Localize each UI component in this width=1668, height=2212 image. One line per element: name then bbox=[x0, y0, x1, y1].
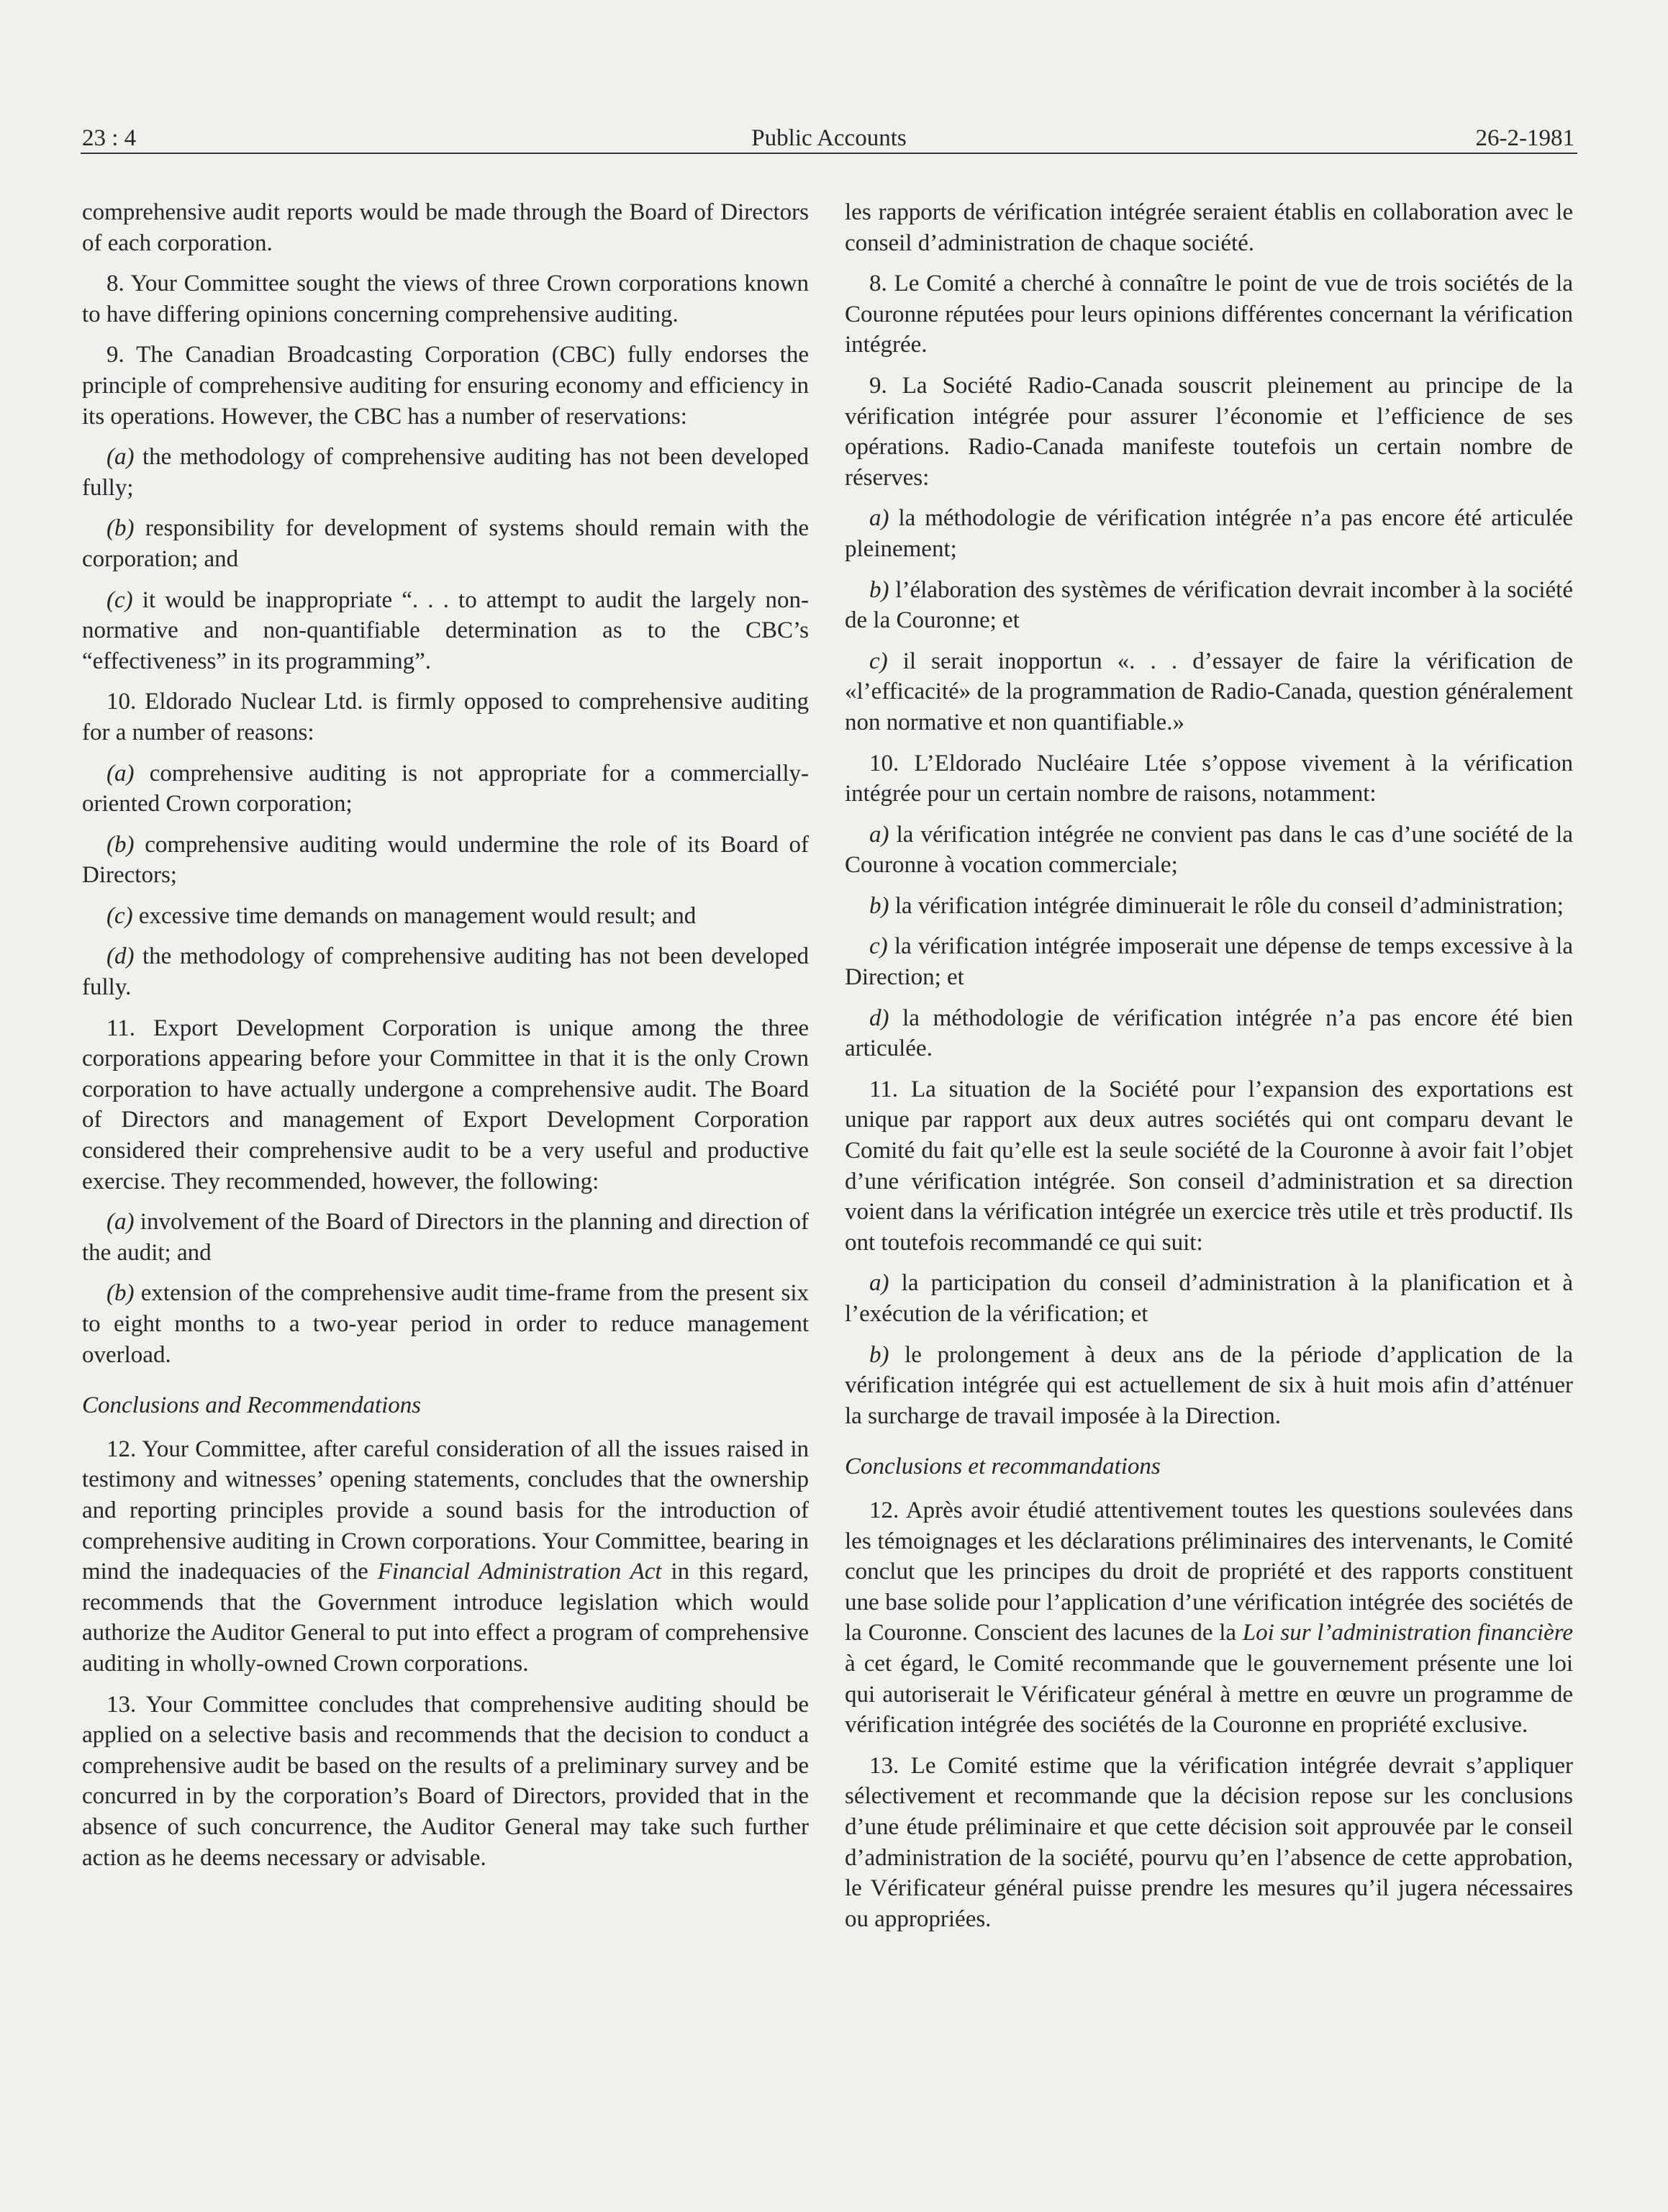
act-title: Financial Administration Act bbox=[377, 1559, 662, 1585]
french-column bbox=[845, 197, 1573, 1944]
section-heading: Conclusions et recommandations bbox=[845, 1454, 1161, 1480]
item-label: a) bbox=[869, 505, 889, 532]
publication-date: 26-2-1981 bbox=[1475, 125, 1574, 151]
item-text: il serait inopportun «. . . d’essayer de faire la vérification de «l’efficacité» de la programmation de Radio-Canada, question généralement non normative et non quantifiable.» bbox=[845, 648, 1573, 735]
item-text: la vérification intégrée diminuerait le rôle du conseil d’administration; bbox=[889, 892, 1564, 919]
paragraph-9-item-a bbox=[82, 442, 809, 503]
paragraph-11-item-b bbox=[845, 1340, 1573, 1432]
paragraph-13: 13. Le Comité estime que la vérification intégrée devrait s’appliquer sélectivement et recommande que la décision repose sur les conclusions d’une étude préliminaire et que cette décision soit approuvée par le conseil d’administration de la société, pourvu qu’en l’absence de cette approbation, le Vérificateur général puisse prendre les mesures qu’il jugera nécessaires ou appropriées. bbox=[845, 1752, 1573, 1932]
paragraph-11: 11. La situation de la Société pour l’expansion des exportations est unique par rapport aux deux autres sociétés qui ont comparu devant le Comité du fait qu’elle est la seule société de la Couronne à avoir fait l’objet d’une vérification intégrée. Son conseil d’administration et sa direction voient dans la vérification intégrée un exercice très utile et très productif. Ils ont toutefois recommandé ce qui suit: bbox=[845, 1076, 1573, 1256]
running-header bbox=[81, 118, 1577, 154]
item-text: extension of the comprehensive audit time-frame from the present six to eight months to a two-year period in order to reduce management overload. bbox=[82, 1280, 809, 1368]
section-heading: Conclusions and Recommendations bbox=[82, 1392, 422, 1419]
paragraph-8: 8. Le Comité a cherché à connaître le point de vue de trois sociétés de la Couronne réputées pour leurs opinions différentes concernant la vérification intégrée. bbox=[845, 271, 1573, 358]
intro-continuation: comprehensive audit reports would be made through the Board of Directors of each corporation. bbox=[82, 199, 809, 256]
item-label: d) bbox=[869, 1005, 889, 1031]
paragraph-9-item-c bbox=[82, 585, 809, 677]
paragraph-8: 8. Your Committee sought the views of three Crown corporations known to have differing opinions concerning comprehensive auditing. bbox=[82, 271, 809, 327]
item-text: la vérification intégrée ne convient pas dans le cas d’une société de la Couronne à vocation commerciale; bbox=[845, 821, 1573, 879]
paragraph-9: 9. The Canadian Broadcasting Corporation (CBC) fully endorses the principle of comprehensive auditing for ensuring economy and efficiency in its operations. However, the CBC has a number of reservations: bbox=[82, 342, 809, 430]
item-label: a) bbox=[869, 821, 889, 848]
paragraph-9-item-c bbox=[845, 646, 1573, 738]
paragraph-10-item-b bbox=[845, 891, 1573, 922]
paragraph-11-item-a bbox=[82, 1207, 809, 1268]
paragraph-11-item-b bbox=[82, 1278, 809, 1370]
item-text: la participation du conseil d’administration à la planification et à l’exécution de la vérification; et bbox=[845, 1270, 1573, 1327]
paragraph-12-text-start: 12. Après avoir étudié attentivement toutes les questions soulevées dans les témoignages et les déclarations préliminaires des intervenants, le Comité conclut que les principes du droit de propriété et des rapports constituent une base solide pour l’application d’une vérification intégrée des sociétés de la Couronne. Conscient des lacunes de la bbox=[845, 1497, 1573, 1646]
paragraph-9-item-a bbox=[845, 503, 1573, 564]
paragraph-12 bbox=[82, 1434, 809, 1680]
paragraph-10-item-d bbox=[845, 1003, 1573, 1064]
item-label: b) bbox=[869, 1341, 889, 1368]
item-label: b) bbox=[869, 892, 889, 919]
paragraph-12 bbox=[845, 1495, 1573, 1741]
paragraph-9-item-b bbox=[845, 575, 1573, 636]
item-label: (b) bbox=[106, 1280, 135, 1307]
paragraph-10-item-c bbox=[845, 931, 1573, 992]
english-column bbox=[82, 197, 809, 1883]
item-label: (c) bbox=[106, 586, 133, 613]
item-label: (d) bbox=[106, 943, 135, 970]
item-text: comprehensive auditing is not appropriate for a commercially-oriented Crown corporation; bbox=[82, 760, 809, 817]
paragraph-10-item-d bbox=[82, 941, 809, 1002]
paragraph-10-item-a bbox=[82, 758, 809, 820]
item-text: it would be inappropriate “. . . to attempt to audit the largely non-normative and non-quantifiable determination as to the CBC’s “effectiveness” in its programming”. bbox=[82, 586, 809, 674]
item-text: excessive time demands on management would result; and bbox=[132, 902, 697, 929]
page-reference: 23 : 4 bbox=[82, 125, 137, 151]
paragraph-13: 13. Your Committee concludes that comprehensive auditing should be applied on a selective basis and recommends that the decision to conduct a comprehensive audit be based on the results of a preliminary survey and be concurred in by the corporation’s Board of Directors, provided that in the absence of such concurrence, the Auditor General may take such further action as he deems necessary or advisable. bbox=[82, 1691, 809, 1871]
item-label: (c) bbox=[106, 902, 133, 929]
act-title: Loi sur l’administration financière bbox=[1242, 1620, 1573, 1646]
paragraph-10-item-b bbox=[82, 830, 809, 891]
item-label: b) bbox=[869, 576, 889, 603]
item-label: a) bbox=[869, 1270, 889, 1297]
item-text: la méthodologie de vérification intégrée n’a pas encore été articulée pleinement; bbox=[845, 505, 1573, 562]
item-text: the methodology of comprehensive auditing has not been developed fully; bbox=[82, 444, 809, 501]
paragraph-10-item-c bbox=[82, 901, 809, 932]
paragraph-9-item-b bbox=[82, 513, 809, 574]
paragraph-9: 9. La Société Radio-Canada souscrit pleinement au principe de la vérification intégrée pour assurer l’économie et l’efficience de ses opérations. Radio-Canada manifeste toutefois un certain nombre de réserves: bbox=[845, 372, 1573, 491]
paragraph-12-text-start: 12. Your Committee, after careful consideration of all the issues raised in testimony and witnesses’ opening statements, concludes that the ownership and reporting principles provide a sound basis for the introduction of comprehensive auditing in Crown corporations. Your Committee, bearing in mind the inadequacies of the bbox=[82, 1436, 809, 1585]
item-text: la méthodologie de vérification intégrée n’a pas encore été bien articulée. bbox=[845, 1005, 1573, 1062]
paragraph-11-item-a bbox=[845, 1268, 1573, 1329]
item-label: (b) bbox=[106, 831, 135, 858]
item-text: responsibility for development of systems should remain with the corporation; and bbox=[82, 515, 809, 572]
paragraph-10: 10. L’Eldorado Nucléaire Ltée s’oppose vivement à la vérification intégrée pour un certain nombre de raisons, notamment: bbox=[845, 750, 1573, 807]
item-text: involvement of the Board of Directors in the planning and direction of the audit; and bbox=[82, 1209, 809, 1266]
item-text: the methodology of comprehensive auditing has not been developed fully. bbox=[82, 943, 809, 1001]
item-text: le prolongement à deux ans de la période d’application de la vérification intégrée qui est actuellement de six à huit mois afin d’atténuer la surcharge de travail imposée à la Direction. bbox=[845, 1341, 1573, 1429]
item-text: comprehensive auditing would undermine the role of its Board of Directors; bbox=[82, 831, 809, 889]
item-label: c) bbox=[869, 648, 888, 674]
paragraph-12-text-end: in this regard, recommends that the Government introduce legislation which would authorize the Auditor General to put into effect a program of comprehensive auditing in wholly-owned Crown corporations. bbox=[82, 1559, 810, 1677]
paragraph-10-item-a bbox=[845, 820, 1573, 881]
item-label: (b) bbox=[106, 515, 135, 542]
item-label: (a) bbox=[106, 760, 135, 787]
item-text: la vérification intégrée imposerait une dépense de temps excessive à la Direction; et bbox=[845, 933, 1573, 991]
paragraph-10: 10. Eldorado Nuclear Ltd. is firmly opposed to comprehensive auditing for a number of reasons: bbox=[82, 689, 809, 745]
paragraph-12-text-end: à cet égard, le Comité recommande que le gouvernement présente une loi qui autoriserait le Vérificateur général à mettre en œuvre un programme de vérification intégrée des sociétés de la Couronne en propriété exclusive. bbox=[845, 1650, 1573, 1739]
item-label: (a) bbox=[106, 1209, 135, 1236]
item-label: (a) bbox=[106, 444, 135, 471]
item-text: l’élaboration des systèmes de vérification devrait incomber à la société de la Couronne; et bbox=[845, 576, 1573, 634]
intro-continuation: les rapports de vérification intégrée seraient établis en collaboration avec le conseil d’administration de chaque société. bbox=[845, 199, 1573, 256]
item-label: c) bbox=[869, 933, 888, 960]
publication-title: Public Accounts bbox=[751, 125, 907, 151]
paragraph-11: 11. Export Development Corporation is unique among the three corporations appearing before your Committee in that it is the only Crown corporation to have actually undergone a comprehensive audit. The Board of Directors and management of Export Development Corporation considered their comprehensive audit to be a very useful and productive exercise. They recommended, however, the following: bbox=[82, 1015, 809, 1195]
